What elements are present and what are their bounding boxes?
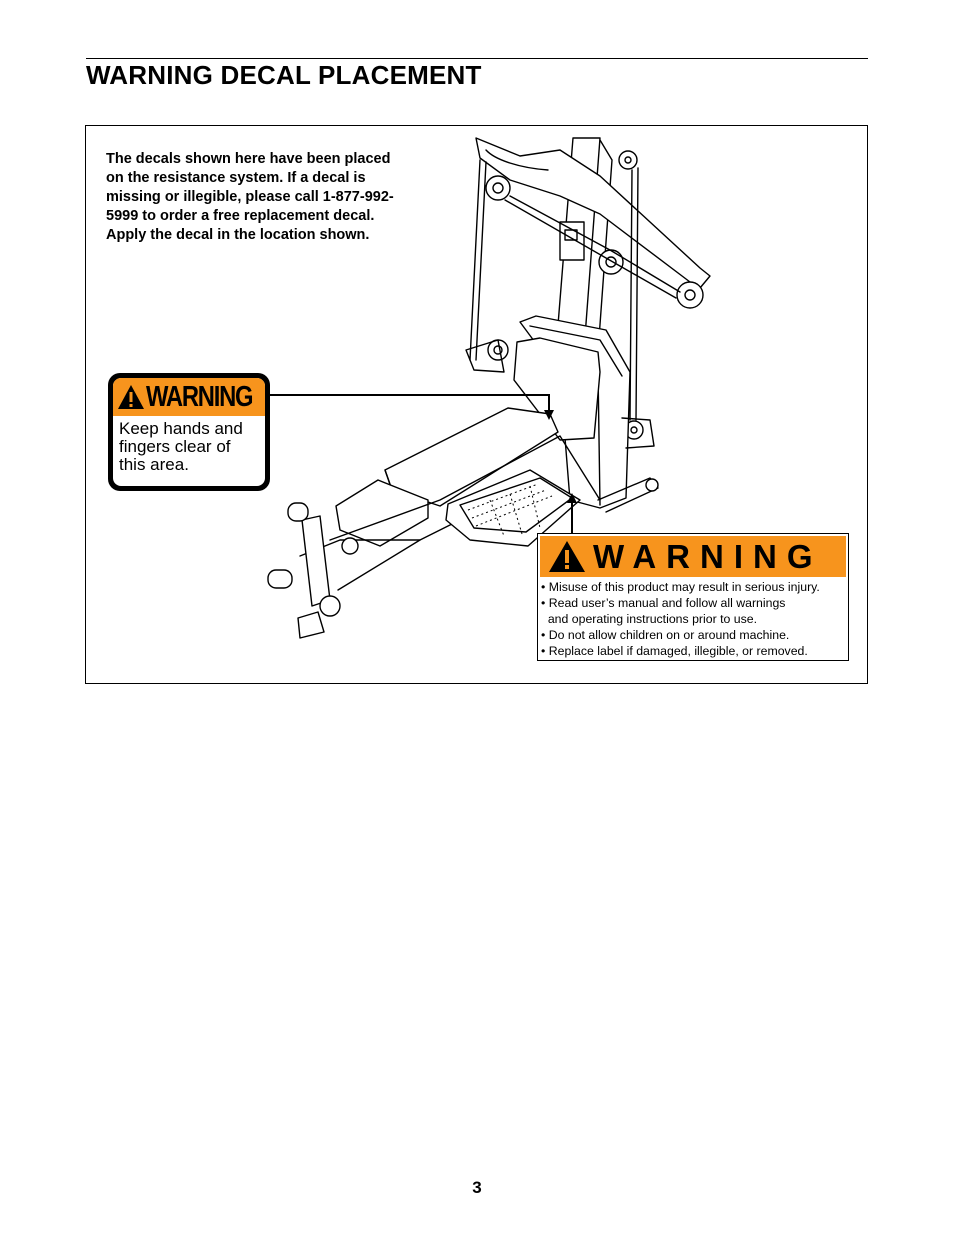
warning-banner-large xyxy=(540,536,846,577)
warning-triangle-icon xyxy=(117,383,145,411)
warning-bullet: • Do not allow children on or around machine. xyxy=(541,628,790,642)
hand-warning-decal xyxy=(108,373,270,491)
warning-bullet: • Replace label if damaged, illegible, or removed. xyxy=(541,644,808,658)
page-number: 3 xyxy=(472,1178,482,1197)
warning-banner xyxy=(113,378,265,416)
warning-heading: WARNING xyxy=(146,380,253,413)
warning-message: Keep hands and fingers clear of this area. xyxy=(119,419,243,474)
general-warning-decal xyxy=(537,533,849,661)
warning-bullet: • Misuse of this product may result in serious injury. xyxy=(541,580,820,594)
warning-heading-large: WARNING xyxy=(593,537,823,575)
intro-text: The decals shown here have been placed on the resistance system. If a decal is missing or illegible, please call 1-877-992-5999 to order a free replacement decal. Apply the decal in the location shown. xyxy=(106,151,394,243)
warning-bullet-list xyxy=(541,579,820,659)
warning-bullet: • Read user’s manual and follow all warnings and operating instructions prior to use. xyxy=(541,596,786,626)
page-title: WARNING DECAL PLACEMENT xyxy=(86,60,482,90)
warning-triangle-icon xyxy=(548,540,586,573)
